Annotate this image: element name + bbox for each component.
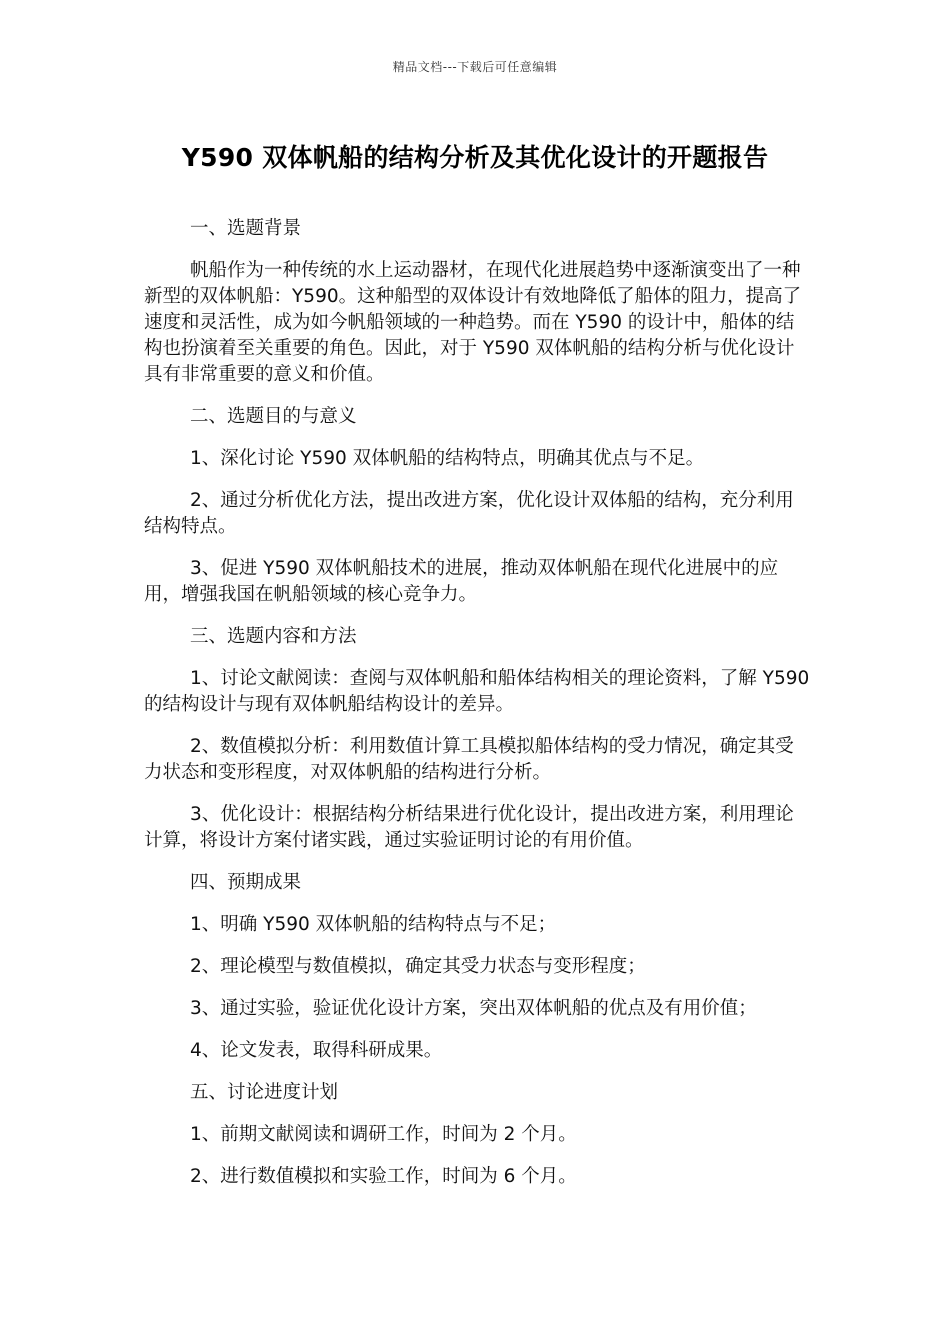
list-item: 1、前期文献阅读和调研工作，时间为 2 个月。 (190, 1124, 577, 1145)
section-schedule (144, 1080, 812, 1190)
list-item: 2、通过分析优化方法，提出改进方案，优化设计双体船的结构，充分利用结构特点。 (144, 490, 794, 537)
section-heading: 二、选题目的与意义 (190, 406, 357, 427)
list-item: 1、明确 Y590 双体帆船的结构特点与不足； (190, 914, 557, 935)
section-heading: 四、预期成果 (190, 872, 302, 893)
list-item: 2、数值模拟分析：利用数值计算工具模拟船体结构的受力情况，确定其受力状态和变形程度，对双体帆船的结构进行分析。 (144, 736, 794, 783)
document-body (144, 216, 812, 1206)
page-header-watermark: 精品文档---下载后可任意编辑 (392, 60, 558, 74)
list-item: 3、通过实验，验证优化设计方案，突出双体帆船的优点及有用价值； (190, 998, 757, 1019)
section-purpose (144, 404, 812, 608)
document-title: Y590 双体帆船的结构分析及其优化设计的开题报告 (181, 143, 769, 172)
list-item: 1、讨论文献阅读：查阅与双体帆船和船体结构相关的理论资料，了解 Y590 的结构设计与现有双体帆船结构设计的差异。 (144, 668, 810, 715)
list-item: 3、促进 Y590 双体帆船技术的进展，推动双体帆船在现代化进展中的应用，增强我国在帆船领域的核心竞争力。 (144, 558, 779, 605)
section-background (144, 216, 812, 388)
section-content-methods (144, 624, 812, 854)
section-expected-results (144, 870, 812, 1064)
section-heading: 三、选题内容和方法 (190, 626, 357, 647)
list-item: 1、深化讨论 Y590 双体帆船的结构特点，明确其优点与不足。 (190, 448, 705, 469)
section-heading: 一、选题背景 (190, 218, 302, 239)
body-paragraph: 帆船作为一种传统的水上运动器材，在现代化进展趋势中逐渐演变出了一种新型的双体帆船：Y590。这种船型的双体设计有效地降低了船体的阻力，提高了速度和灵活性，成为如今帆船领域的一种趋势。而在 Y590 的设计中，船体的结构也扮演着至关重要的角色。因此，对于 Y590 双体帆船的结构分析与优化设计具有非常重要的意义和价值。 (144, 260, 802, 385)
list-item: 4、论文发表，取得科研成果。 (190, 1040, 443, 1061)
list-item: 3、优化设计：根据结构分析结果进行优化设计，提出改进方案，利用理论计算，将设计方案付诸实践，通过实验证明讨论的有用价值。 (144, 804, 794, 851)
list-item: 2、进行数值模拟和实验工作，时间为 6 个月。 (190, 1166, 577, 1187)
section-heading: 五、讨论进度计划 (190, 1082, 339, 1103)
list-item: 2、理论模型与数值模拟，确定其受力状态与变形程度； (190, 956, 646, 977)
